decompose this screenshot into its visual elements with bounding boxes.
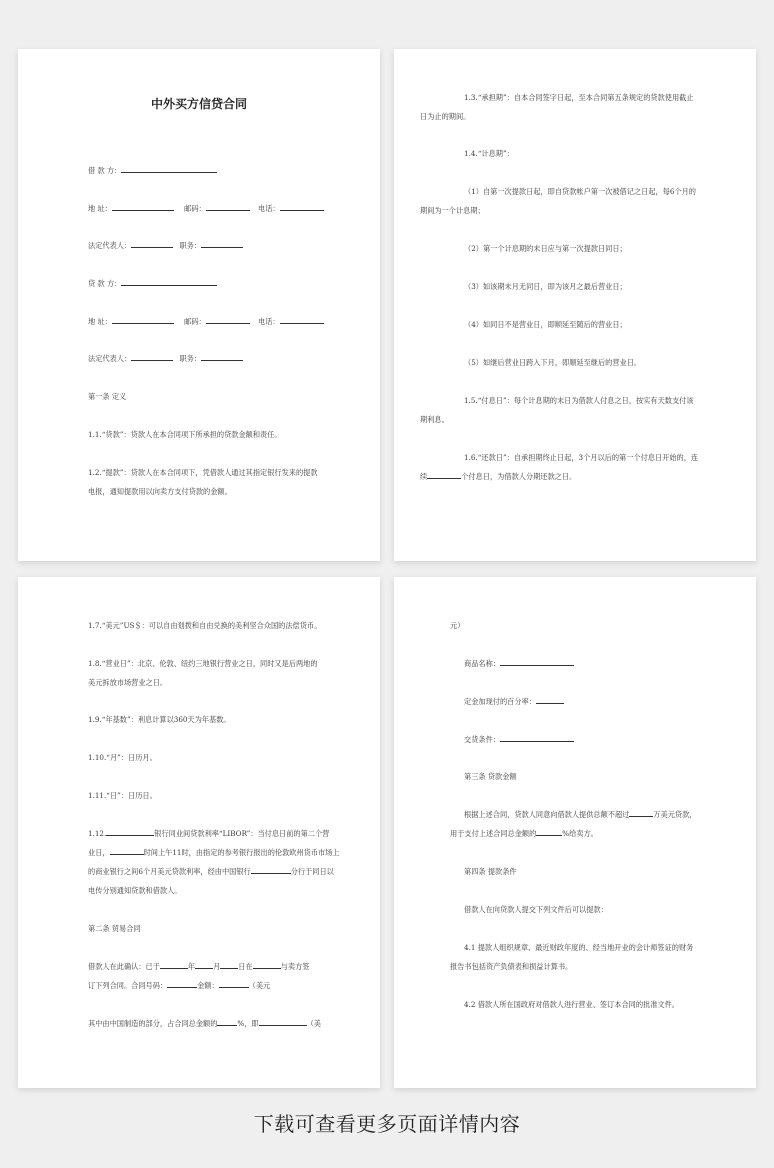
paragraph-line: 日为止的期间。 — [420, 112, 471, 121]
paragraph-line: 1.10.“月”：日历月。 — [88, 753, 157, 762]
blank-line — [536, 828, 562, 836]
blank-line — [195, 961, 213, 969]
paragraph-line: 1.6.“还款日”：自承担期终止日起，3个月以后的第一个付息日开始的，连 — [464, 453, 699, 462]
paragraph-line: 1.12. 银行同业间贷款利率“LIBOR”：当付息日前的第二个营 — [88, 829, 330, 838]
paragraph-line: （5）如继后营业日跨入下月，即顺延至继后的营业日。 — [464, 358, 642, 367]
paragraph-line: 电报，通知提款用以向卖方支付贷款的金额。 — [88, 487, 232, 496]
paragraph-line: 1.3.“承担期”：自本合同签字日起，至本合同第五条规定的贷款使用截止 — [464, 93, 694, 102]
blank-line — [112, 203, 174, 211]
paragraph-line: 借款人在此确认：已于 年 月 日在 与卖方签 — [88, 962, 310, 971]
paragraph-line: 报告书包括资产负债表和损益计算书。 — [450, 962, 573, 971]
lender-row: 贷 款 方： — [88, 277, 217, 291]
deposit-row: 定金加现付的百分率： — [464, 695, 564, 709]
paragraph-line: （3）如该期末月无同日，即为该月之最后营业日； — [464, 282, 627, 291]
borrower-row: 借 款 方： — [88, 164, 217, 178]
delivery-row: 交货条件： — [464, 733, 574, 747]
goods-row: 商品名称： — [464, 657, 574, 671]
blank-line — [206, 203, 250, 211]
blank-line — [220, 961, 238, 969]
document-page-2 — [394, 49, 756, 561]
article-heading: 第三条 贷款金额 — [464, 772, 517, 781]
paragraph-line: （2）第一个计息期的末日应与第一次提款日同日； — [464, 244, 627, 253]
address-row: 地 址： 邮码： 电话： — [88, 202, 324, 216]
paragraph-line: 1.4.“计息期”： — [464, 149, 514, 158]
blank-line — [427, 471, 461, 479]
paragraph-line: （4）如同日不是营业日，即顺延至随后的营业日； — [464, 320, 627, 329]
paragraph-line: （1）自第一次提款日起，即自贷款帐户第一次被借记之日起，每6个月的 — [464, 187, 696, 196]
paragraph-line: 期利息。 — [420, 415, 449, 424]
blank-line — [201, 240, 243, 248]
paragraph-line: 其中由中国制造的部分，占合同总金额的 %，即 （美 — [88, 1019, 321, 1028]
blank-line — [121, 165, 217, 173]
blank-line — [500, 658, 574, 666]
paragraph-line: 期间为一个计息期； — [420, 206, 485, 215]
paragraph-line: 业日， 时间上午11时，由指定的参考银行报出的伦敦欧州货币市场上 — [88, 848, 340, 857]
paragraph-line: 1.11.“日”：日历日。 — [88, 791, 157, 800]
blank-line — [280, 316, 324, 324]
document-page-3 — [18, 577, 380, 1088]
blank-line — [131, 240, 173, 248]
address-row-2: 地 址： 邮码： 电话： — [88, 315, 324, 329]
blank-line — [201, 353, 243, 361]
blank-line — [131, 353, 173, 361]
blank-line — [217, 1018, 237, 1026]
legal-rep-row-2: 法定代表人： 职务： — [88, 352, 243, 366]
document-page-4 — [394, 577, 756, 1088]
paragraph-line: 1.7.“美元”US＄：可以自由划拨和自由兑换的美利坚合众国的法偿货币。 — [88, 621, 322, 630]
paragraph-line: 美元拆放市场营业之日。 — [88, 678, 168, 687]
paragraph-line: 电传分别通知贷款和借款人。 — [88, 886, 182, 895]
blank-line — [206, 316, 250, 324]
blank-line — [280, 203, 324, 211]
paragraph-line: 用于支付上述合同总金额的 %给卖方。 — [450, 829, 598, 838]
paragraph-line: 4.2 借款人所在国政府对借款人进行营业、签订本合同的批准文件。 — [464, 1000, 679, 1009]
page-title: 中外买方信贷合同 — [150, 97, 247, 111]
download-prompt: 下载可查看更多页面详情内容 — [253, 1112, 521, 1136]
paragraph-line: 1.2.“提款”：贷款人在本合同项下，凭借款人通过其指定银行发来的提款 — [88, 468, 318, 477]
legal-rep-row: 法定代表人： 职务： — [88, 239, 243, 253]
blank-line — [160, 961, 188, 969]
blank-line — [500, 734, 574, 742]
article-heading: 第二条 贸易合同 — [88, 924, 141, 933]
blank-line — [629, 809, 653, 817]
article-heading: 第四条 提款条件 — [464, 867, 517, 876]
blank-line — [167, 980, 197, 988]
paragraph-line: 元） — [450, 621, 465, 630]
blank-line — [112, 316, 174, 324]
paragraph-line: 1.5.“付息日”：每个计息期的末日为借款人付息之日，按实有天数支付该 — [464, 396, 694, 405]
paragraph-line: 借款人在向贷款人提交下列文件后可以提款： — [464, 905, 608, 914]
blank-line — [219, 980, 249, 988]
blank-line — [259, 1018, 307, 1026]
blank-line — [536, 696, 564, 704]
blank-line — [106, 828, 154, 836]
paragraph-line: 根据上述合同，贷款人同意向借款人提供总额不超过 万美元贷款， — [464, 810, 697, 819]
blank-line — [110, 847, 144, 855]
paragraph-line: 4.1 提款人组织规章、最近财政年度的、经当地开业的会计师签证的财务 — [464, 943, 694, 952]
paragraph-line: 1.9.“年基数”：利息计算以360天为年基数。 — [88, 715, 231, 724]
paragraph-line: 订下列合同。合同号码： 金额： （美元 — [88, 981, 271, 990]
paragraph-line: 的商业银行之间6个月美元贷款利率，经由中国银行 分行于同日以 — [88, 867, 334, 876]
document-page-1 — [18, 49, 380, 561]
blank-line — [121, 278, 217, 286]
paragraph-line: 1.8.“营业日”：北京、伦敦、纽约三地银行营业之日，同时又是后两地的 — [88, 659, 318, 668]
blank-line — [253, 961, 281, 969]
paragraph-line: 续 个付息日，为借款人分期还款之日。 — [420, 472, 577, 481]
paragraph-line: 1.1.“贷款”：贷款人在本合同项下所承担的贷款金额和责任。 — [88, 430, 282, 439]
blank-line — [251, 866, 291, 874]
article-heading: 第一条 定义 — [88, 392, 127, 401]
